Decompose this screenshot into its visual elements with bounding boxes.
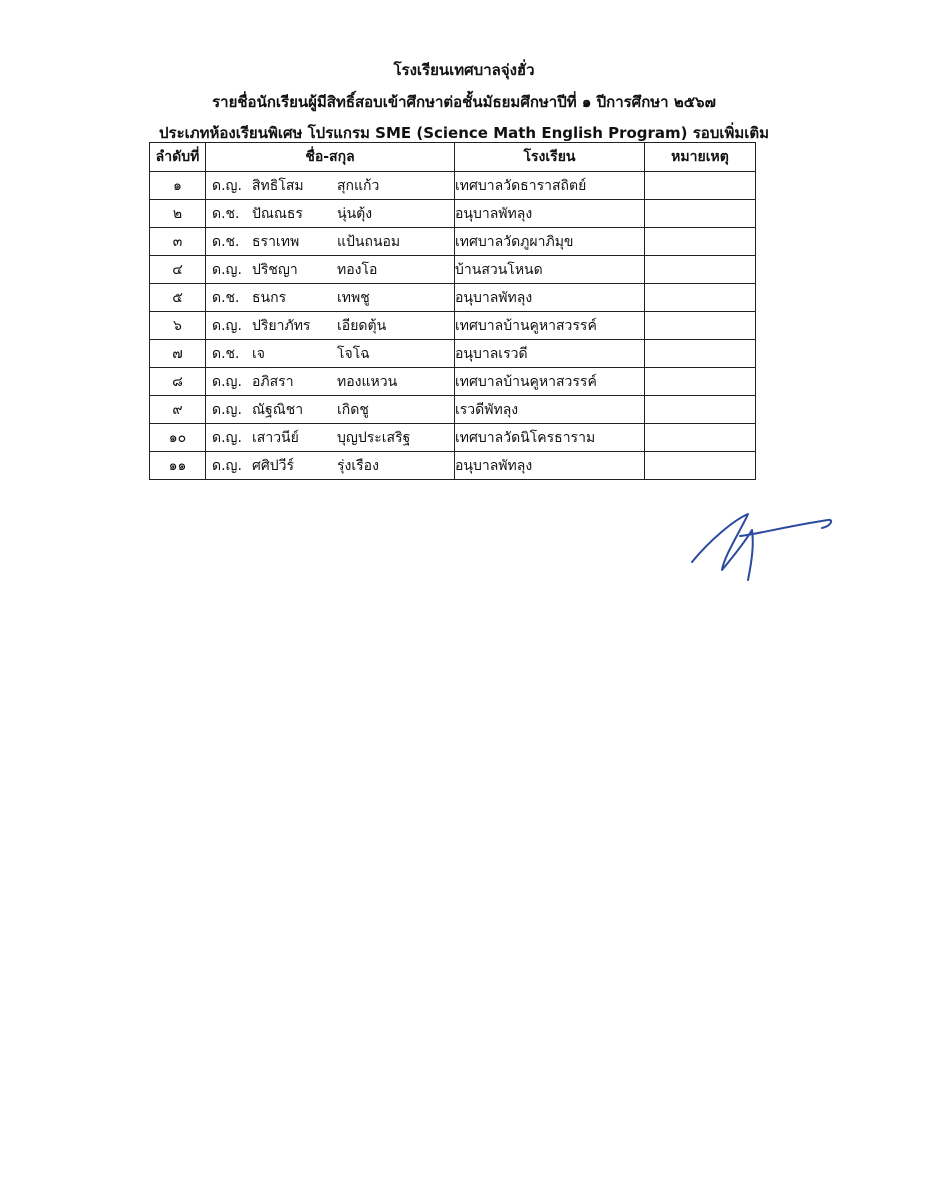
first-name: ณัฐณิชา <box>252 401 304 418</box>
header-note: หมายเหตุ <box>645 143 756 172</box>
name-prefix: ด.ญ. <box>212 261 242 278</box>
table-header-row <box>150 143 756 172</box>
note-cell <box>645 396 756 424</box>
first-name: ปริชญา <box>252 261 298 278</box>
name-prefix: ด.ช. <box>212 233 240 250</box>
signature-stroke <box>692 514 831 580</box>
student-name-cell <box>206 424 455 452</box>
school-cell: เทศบาลวัดนิโครธาราม <box>455 424 645 452</box>
table-row <box>150 228 756 256</box>
school-cell: เทศบาลวัดธาราสถิตย์ <box>455 172 645 200</box>
student-name-cell <box>206 284 455 312</box>
header-order: ลำดับที่ <box>150 143 206 172</box>
student-name-cell <box>206 200 455 228</box>
student-name-cell <box>206 340 455 368</box>
name-prefix: ด.ช. <box>212 289 240 306</box>
header-school: โรงเรียน <box>455 143 645 172</box>
table-row <box>150 172 756 200</box>
note-cell <box>645 312 756 340</box>
name-prefix: ด.ญ. <box>212 401 242 418</box>
note-cell <box>645 284 756 312</box>
first-name: ศศิปวีร์ <box>252 457 295 474</box>
student-table <box>149 142 756 480</box>
table-row <box>150 368 756 396</box>
first-name: อภิสรา <box>252 373 294 390</box>
row-number: ๙ <box>150 396 206 424</box>
note-cell <box>645 200 756 228</box>
row-number: ๔ <box>150 256 206 284</box>
first-name: เจ <box>252 345 265 362</box>
school-cell: เทศบาลบ้านคูหาสวรรค์ <box>455 312 645 340</box>
school-cell: อนุบาลพัทลุง <box>455 284 645 312</box>
note-cell <box>645 424 756 452</box>
table-row <box>150 312 756 340</box>
last-name: แป้นถนอม <box>337 233 401 250</box>
row-number: ๓ <box>150 228 206 256</box>
school-title: โรงเรียนเทศบาลจุ่งฮั่ว <box>393 61 535 79</box>
table-row <box>150 424 756 452</box>
school-cell: อนุบาลพัทลุง <box>455 452 645 480</box>
school-cell: อนุบาลเรวดี <box>455 340 645 368</box>
last-name: บุญประเสริฐ <box>337 429 411 446</box>
header-name: ชื่อ-สกุล <box>206 143 455 172</box>
student-name-cell <box>206 396 455 424</box>
note-cell <box>645 172 756 200</box>
last-name: นุ่นตุ้ง <box>337 205 373 222</box>
row-number: ๑๑ <box>150 452 206 480</box>
note-cell <box>645 368 756 396</box>
document-subtitle: รายชื่อนักเรียนผู้มีสิทธิ์สอบเข้าศึกษาต่อชั้นมัธยมศึกษาปีที่ ๑ ปีการศึกษา ๒๕๖๗ <box>212 93 716 111</box>
first-name: สิทธิโสม <box>252 177 304 194</box>
school-cell: เรวดีพัทลุง <box>455 396 645 424</box>
first-name: ธนกร <box>252 289 287 306</box>
school-cell: บ้านสวนโหนด <box>455 256 645 284</box>
name-prefix: ด.ญ. <box>212 429 242 446</box>
school-cell: อนุบาลพัทลุง <box>455 200 645 228</box>
school-cell: เทศบาลบ้านคูหาสวรรค์ <box>455 368 645 396</box>
student-name-cell <box>206 312 455 340</box>
name-prefix: ด.ญ. <box>212 457 242 474</box>
last-name: เทพชู <box>337 289 370 306</box>
row-number: ๒ <box>150 200 206 228</box>
last-name: ทองแหวน <box>337 373 398 390</box>
student-name-cell <box>206 368 455 396</box>
row-number: ๘ <box>150 368 206 396</box>
last-name: โจโฉ <box>337 345 370 362</box>
note-cell <box>645 340 756 368</box>
name-prefix: ด.ญ. <box>212 317 242 334</box>
school-cell: เทศบาลวัดภูผาภิมุข <box>455 228 645 256</box>
name-prefix: ด.ญ. <box>212 373 242 390</box>
row-number: ๕ <box>150 284 206 312</box>
table-row <box>150 452 756 480</box>
last-name: เกิดชู <box>337 401 369 418</box>
row-number: ๑๐ <box>150 424 206 452</box>
student-name-cell <box>206 452 455 480</box>
table-row <box>150 284 756 312</box>
name-prefix: ด.ญ. <box>212 177 242 194</box>
last-name: ทองโอ <box>337 261 378 278</box>
name-prefix: ด.ช. <box>212 345 240 362</box>
table-row <box>150 256 756 284</box>
note-cell <box>645 452 756 480</box>
first-name: เสาวนีย์ <box>252 429 299 446</box>
table-row <box>150 340 756 368</box>
last-name: เอียดตุ้น <box>337 317 387 334</box>
student-name-cell <box>206 228 455 256</box>
student-name-cell <box>206 172 455 200</box>
row-number: ๖ <box>150 312 206 340</box>
first-name: ปัณณธร <box>252 205 303 222</box>
signature-icon <box>688 500 838 585</box>
table-row <box>150 396 756 424</box>
last-name: สุกแก้ว <box>337 177 380 194</box>
last-name: รุ่งเรือง <box>337 457 379 474</box>
note-cell <box>645 256 756 284</box>
first-name: ปริยาภัทร <box>252 317 311 334</box>
note-cell <box>645 228 756 256</box>
row-number: ๗ <box>150 340 206 368</box>
row-number: ๑ <box>150 172 206 200</box>
table-row <box>150 200 756 228</box>
program-line: ประเภทห้องเรียนพิเศษ โปรแกรม SME (Science Math English Program) รอบเพิ่มเติม <box>158 124 769 142</box>
first-name: ธราเทพ <box>252 233 300 250</box>
student-name-cell <box>206 256 455 284</box>
name-prefix: ด.ช. <box>212 205 240 222</box>
